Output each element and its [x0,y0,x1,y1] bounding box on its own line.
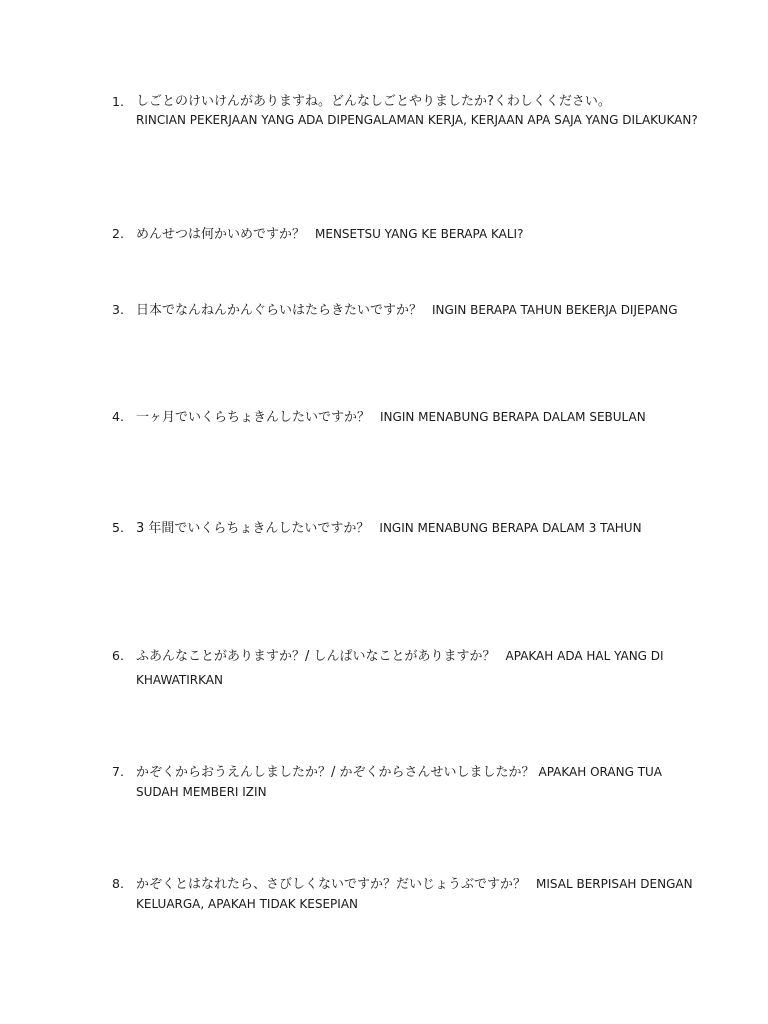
question-indonesian: MENSETSU YANG KE BERAPA KALI? [315,227,524,241]
question-indonesian: MISAL BERPISAH DENGAN KELUARGA, APAKAH TIDAK KESEPIAN [136,877,693,911]
question-item-8 [112,874,712,914]
question-indonesian: APAKAH ADA HAL YANG DI KHAWATIRKAN [136,649,664,687]
question-item-1 [112,92,712,130]
question-japanese: かぞくからおうえんしましたか？/ かぞくからさんせいしましたか？ [136,765,535,780]
question-item-2 [112,224,712,244]
question-japanese: 3 年間でいくらちょきんしたいですか？ [136,521,370,536]
question-japanese: 一ヶ月でいくらちょきんしたいですか？ [136,410,371,425]
question-item-3 [112,300,712,320]
question-indonesian: INGIN MENABUNG BERAPA DALAM SEBULAN [380,410,646,424]
question-japanese: ふあんなことがありますか？/ しんぱいなことがありますか？ [136,649,496,664]
question-number: 1. [112,94,124,109]
question-indonesian: RINCIAN PEKERJAAN YANG ADA DIPENGALAMAN KERJA, KERJAAN APA SAJA YANG DILAKUKAN? [136,113,698,127]
question-japanese: めんせつは何かいめですか？ [136,227,306,242]
question-item-7 [112,762,712,802]
question-number: 7. [112,764,124,779]
question-number: 3. [112,302,124,317]
question-number: 5. [112,520,124,535]
question-indonesian: APAKAH ORANG TUA SUDAH MEMBERI IZIN [136,765,663,799]
question-number: 2. [112,226,124,241]
question-number: 8. [112,876,124,891]
question-number: 6. [112,648,124,663]
question-indonesian: INGIN BERAPA TAHUN BEKERJA DIJEPANG [432,303,678,317]
question-japanese: かぞくとはなれたら、さびしくないですか？だいじょうぶですか？ [136,877,527,892]
question-indonesian: INGIN MENABUNG BERAPA DALAM 3 TAHUN [379,521,642,535]
question-japanese: しごとのけいけんがありますね。どんなしごとやりましたか?くわしくください。 [136,94,611,109]
question-number: 4. [112,409,124,424]
question-japanese: 日本でなんねんかんぐらいはたらきたいですか？ [136,303,423,318]
question-item-4 [112,407,712,427]
question-item-5 [112,518,712,538]
question-item-6 [112,644,712,692]
